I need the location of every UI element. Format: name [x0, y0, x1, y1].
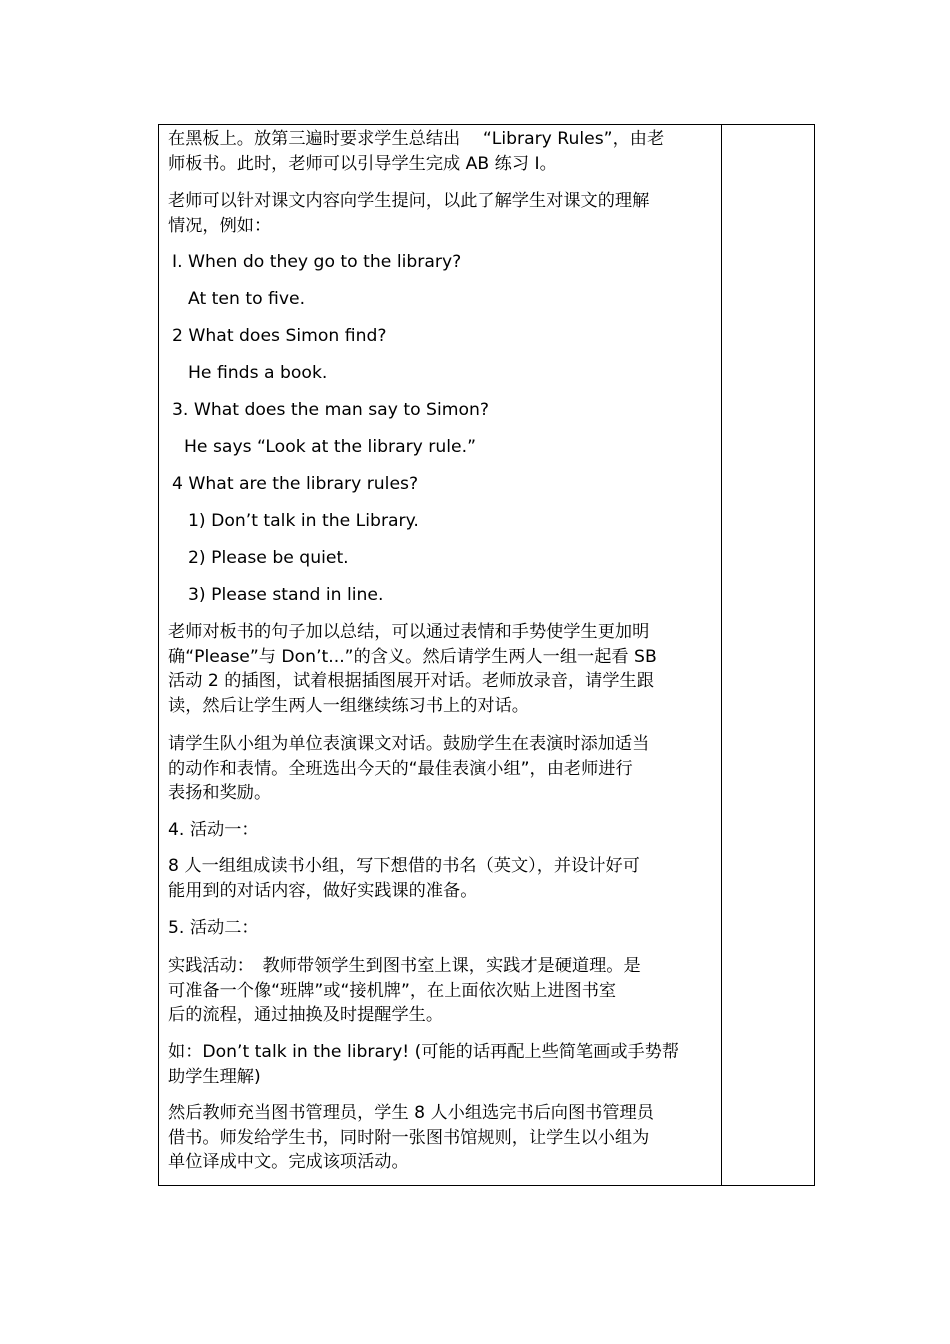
example-paragraph	[168, 1040, 679, 1089]
heading-line: 4. 活动一：	[168, 820, 259, 840]
qa-list	[168, 250, 489, 620]
text-line: 在黑板上。放第三遍时要求学生总结出 “Library Rules”，由老	[168, 129, 665, 149]
intro-paragraph	[168, 127, 664, 176]
text-line: 如：Don’t talk in the library! (可能的话再配上些简笔画或手势帮	[168, 1042, 680, 1062]
text-line: 老师对板书的句子加以总结，可以通过表情和手势使学生更加明	[168, 622, 650, 642]
notes-cell	[722, 125, 814, 1185]
text-line: 实践活动： 教师带领学生到图书室上课，实践才是硬道理。是	[168, 956, 641, 976]
text-line: 然后教师充当图书管理员，学生 8 人小组选完书后向图书管理员	[168, 1103, 654, 1123]
text-line: 师板书。此时，老师可以引导学生完成 AB 练习 I。	[168, 153, 557, 174]
text-line: 能用到的对话内容，做好实践课的准备。	[168, 880, 478, 901]
text-line: 的动作和表情。全班选出今天的“最佳表演小组”，由老师进行	[168, 758, 633, 779]
text-line: 老师可以针对课文内容向学生提问，以此了解学生对课文的理解	[168, 191, 650, 211]
activity-one-heading	[168, 818, 259, 843]
practice-paragraph	[168, 954, 641, 1028]
text-line: 可准备一个像“班牌”或“接机牌”，在上面依次贴上进图书室	[168, 980, 617, 1001]
text-line: 情况，例如：	[168, 215, 272, 236]
question-line: I. When do they go to the library?	[172, 252, 462, 272]
text-line: 读，然后让学生两人一组继续练习书上的对话。	[168, 695, 529, 716]
performance-paragraph	[168, 732, 649, 806]
question-line: 3. What does the man say to Simon?	[172, 400, 490, 420]
summary-paragraph	[168, 620, 657, 718]
librarian-paragraph	[168, 1101, 654, 1175]
text-line: 单位译成中文。完成该项活动。	[168, 1152, 409, 1172]
text-line: 助学生理解)	[168, 1066, 261, 1087]
text-line: 确“Please”与 Don’t...”的含义。然后请学生两人一组一起看 SB	[168, 646, 657, 667]
activity-one-paragraph	[168, 854, 640, 903]
answer-line: He finds a book.	[188, 363, 328, 383]
answer-line: At ten to five.	[188, 289, 306, 309]
rule-line: 2) Please be quiet.	[188, 548, 349, 568]
rule-line: 1) Don’t talk in the Library.	[188, 511, 419, 531]
question-intro-paragraph	[168, 189, 649, 238]
activity-two-heading	[168, 916, 259, 941]
text-line: 活动 2 的插图，试着根据插图展开对话。老师放录音，请学生跟	[168, 671, 654, 691]
heading-line: 5. 活动二：	[168, 918, 259, 938]
text-line: 请学生队小组为单位表演课文对话。鼓励学生在表演时添加适当	[168, 734, 650, 754]
lesson-plan-table	[158, 124, 815, 1186]
text-line: 后的流程，通过抽换及时提醒学生。	[168, 1005, 444, 1025]
question-line: 2 What does Simon find?	[172, 326, 387, 346]
question-line: 4 What are the library rules?	[172, 474, 419, 494]
rule-line: 3) Please stand in line.	[188, 585, 384, 605]
answer-line: He says “Look at the library rule.”	[184, 437, 476, 457]
text-line: 8 人一组组成读书小组，写下想借的书名（英文），并设计好可	[168, 856, 640, 876]
text-line: 表扬和奖励。	[168, 783, 272, 803]
text-line: 借书。师发给学生书，同时附一张图书馆规则，让学生以小组为	[168, 1127, 650, 1148]
